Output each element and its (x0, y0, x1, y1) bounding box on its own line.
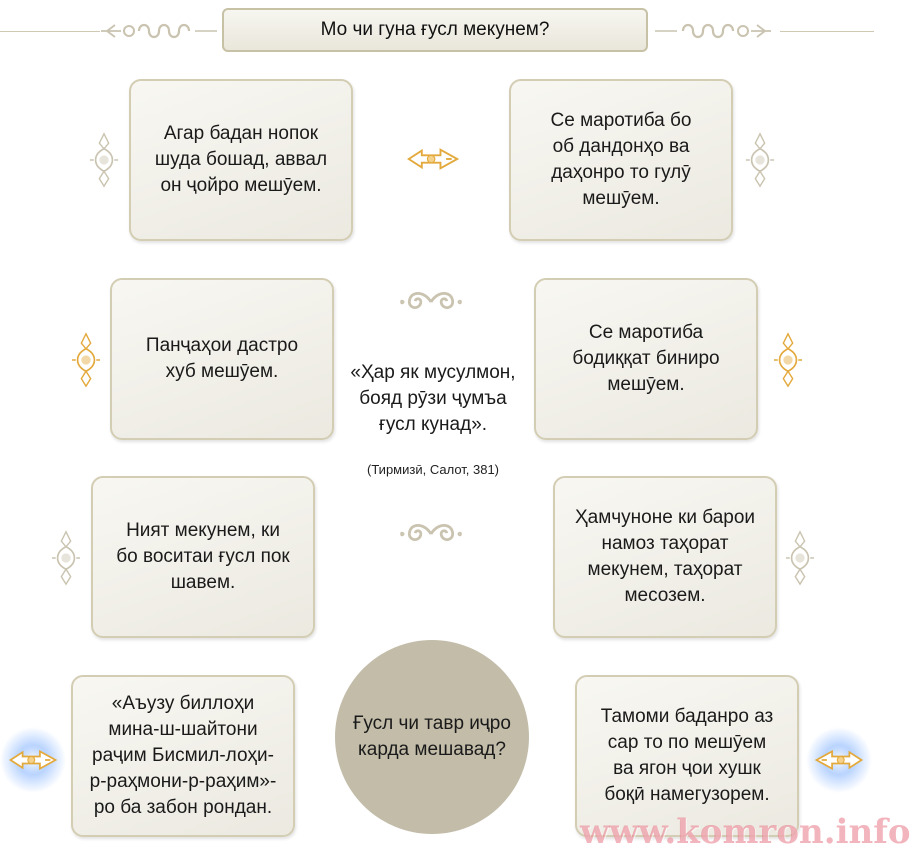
title-rule-left (0, 31, 100, 32)
step-text: Ният мекунем, ки бо воситаи ғусл пок шавем. (116, 520, 290, 593)
title-ornament-icon (652, 18, 774, 44)
step-card-4 (534, 278, 758, 440)
step-card-7 (71, 675, 295, 837)
side-ornament-icon (774, 332, 802, 388)
step-card-6 (553, 476, 777, 638)
step-text: Агар бадан нопок шуда бошад, аввал он ҷойро мешӯем. (154, 123, 328, 196)
hadith-source: (Тирмизӣ, Салот, 381) (366, 462, 500, 477)
step-text: Се маротиба бо об дандонҳо ва даҳонро то гулӯ мешӯем. (550, 110, 692, 209)
page-title (222, 8, 648, 52)
watermark: www.komron.info (580, 812, 911, 852)
side-ornament-icon (72, 332, 100, 388)
side-ornament-icon (52, 530, 80, 586)
step-text: «Аъузу биллоҳи мина-ш-шайтони раҷим Бисмил-лоҳи- р-раҳмони-р-раҳим»- ро ба забон рондан. (89, 693, 277, 818)
glowing-arrow-icon (0, 727, 66, 793)
step-text: Тамоми баданро аз сар то по мешӯем ва ягон ҷои хушк боқӣ намегузорем. (600, 706, 774, 805)
side-ornament-icon (90, 132, 118, 188)
title-ornament-icon (98, 18, 220, 44)
step-card-3 (110, 278, 334, 440)
step-card-5 (91, 476, 315, 638)
step-text: Панҷаҳои дастро хуб мешӯем. (145, 335, 299, 382)
hadith-quote: «Ҳар як мусулмон, бояд рӯзи ҷумъа ғусл кунад». (350, 362, 516, 435)
arrow-ornament-icon (405, 145, 461, 173)
step-card-2 (509, 79, 733, 241)
swirl-ornament-icon (398, 288, 464, 316)
page-title-text: Мо чи гуна ғусл мекунем? (320, 19, 550, 40)
step-text: Се маротиба бодиққат биниро мешӯем. (572, 322, 720, 395)
swirl-ornament-icon (398, 520, 464, 548)
side-ornament-icon (746, 132, 774, 188)
glowing-arrow-icon (806, 727, 872, 793)
step-card-1 (129, 79, 353, 241)
title-rule-right (780, 31, 874, 32)
step-text: Ҳамчуноне ки барои намоз таҳорат мекунем, таҳорат месозем. (574, 507, 756, 606)
center-question-text: Ғусл чи тавр иҷро карда мешавад? (353, 713, 511, 760)
center-question-circle (335, 640, 529, 834)
side-ornament-icon (786, 530, 814, 586)
